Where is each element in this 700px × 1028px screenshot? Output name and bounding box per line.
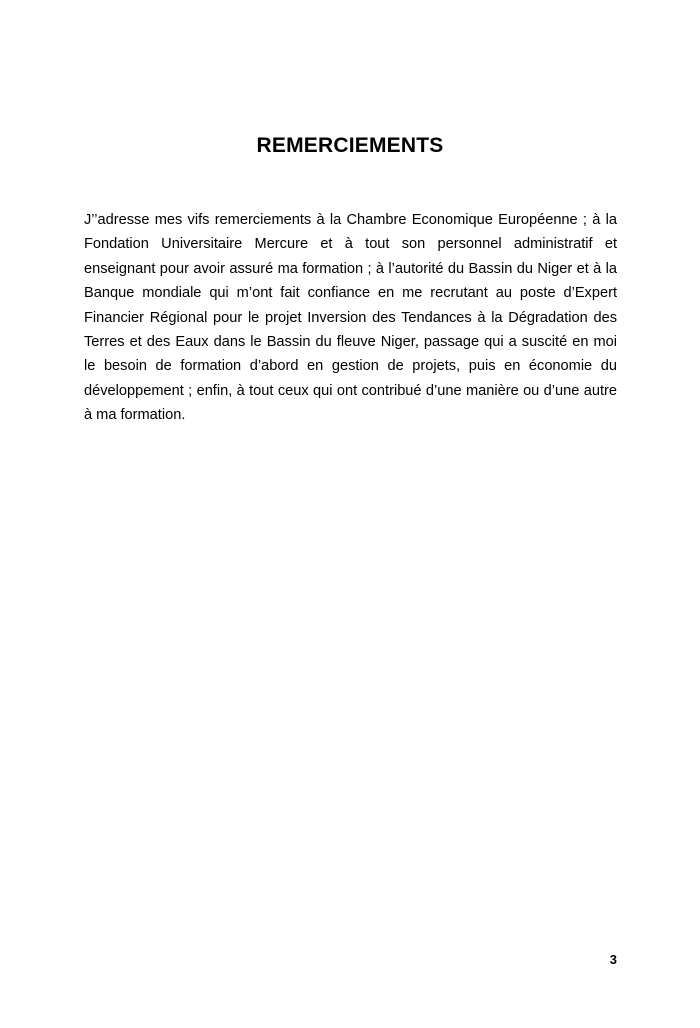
page-title: REMERCIEMENTS [256,134,444,157]
acknowledgements-paragraph: J’’adresse mes vifs remerciements à la Chambre Economique Européenne ; à la Fondation Universitaire Mercure et à tout son personnel administratif et enseignant pour avoir assuré ma formation ; à l’autorité du Bassin du Niger et à la Banque mondiale qui m’ont fait confiance en me recrutant au poste d’Expert Financier Régional pour le projet Inversion des Tendances à la Dégradation des Terres et des Eaux dans le Bassin du fleuve Niger, passage qui a suscité en moi le besoin de formation d’abord en gestion de projets, puis en économie du développement ; enfin, à tout ceux qui ont contribué d’une manière ou d’une autre à ma formation. [84,212,617,424]
page-number: 3 [609,952,617,967]
